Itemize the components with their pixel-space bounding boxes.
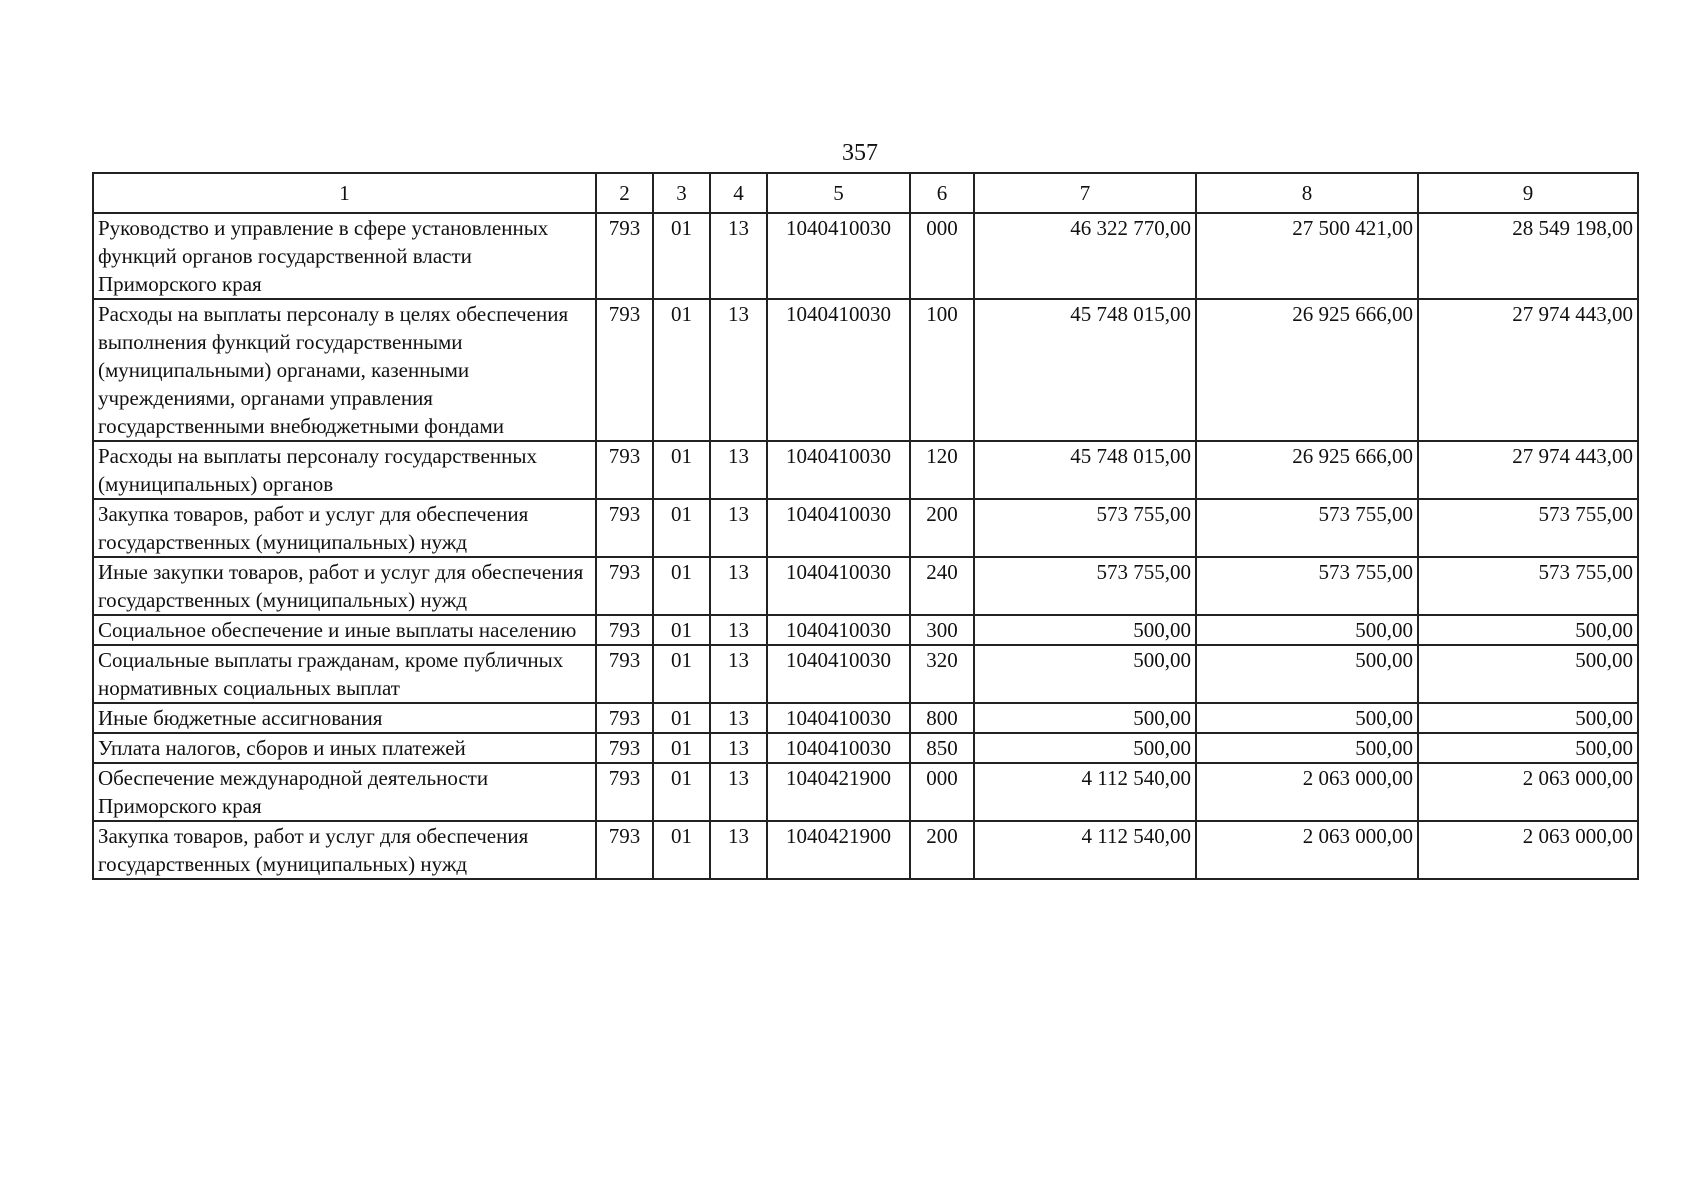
row-name: Закупка товаров, работ и услуг для обеспечения государственных (муниципальных) нужд bbox=[93, 499, 596, 557]
table-row bbox=[93, 821, 1638, 879]
section-code: 01 bbox=[653, 703, 710, 733]
amount-col-8: 500,00 bbox=[1196, 733, 1418, 763]
amount-col-8: 2 063 000,00 bbox=[1196, 763, 1418, 821]
amount-col-8: 500,00 bbox=[1196, 645, 1418, 703]
target-article-code: 1040410030 bbox=[767, 645, 910, 703]
table-row bbox=[93, 557, 1638, 615]
row-name: Расходы на выплаты персоналу государственных (муниципальных) органов bbox=[93, 441, 596, 499]
target-article-code: 1040410030 bbox=[767, 499, 910, 557]
row-name: Закупка товаров, работ и услуг для обеспечения государственных (муниципальных) нужд bbox=[93, 821, 596, 879]
amount-col-8: 26 925 666,00 bbox=[1196, 299, 1418, 441]
amount-col-8: 26 925 666,00 bbox=[1196, 441, 1418, 499]
amount-col-7: 45 748 015,00 bbox=[974, 299, 1196, 441]
target-article-code: 1040410030 bbox=[767, 615, 910, 645]
amount-col-7: 46 322 770,00 bbox=[974, 213, 1196, 299]
subsection-code: 13 bbox=[710, 499, 767, 557]
expense-type-code: 200 bbox=[910, 821, 974, 879]
section-code: 01 bbox=[653, 763, 710, 821]
amount-col-7: 500,00 bbox=[974, 645, 1196, 703]
table-row bbox=[93, 213, 1638, 299]
ministry-code: 793 bbox=[596, 213, 653, 299]
amount-col-7: 573 755,00 bbox=[974, 499, 1196, 557]
ministry-code: 793 bbox=[596, 645, 653, 703]
row-name: Руководство и управление в сфере установленных функций органов государственной власти Приморского края bbox=[93, 213, 596, 299]
amount-col-8: 573 755,00 bbox=[1196, 499, 1418, 557]
column-header: 2 bbox=[596, 173, 653, 213]
amount-col-8: 573 755,00 bbox=[1196, 557, 1418, 615]
expense-type-code: 320 bbox=[910, 645, 974, 703]
amount-col-9: 27 974 443,00 bbox=[1418, 441, 1638, 499]
table-row bbox=[93, 703, 1638, 733]
subsection-code: 13 bbox=[710, 821, 767, 879]
table-row bbox=[93, 645, 1638, 703]
row-name: Социальные выплаты гражданам, кроме публичных нормативных социальных выплат bbox=[93, 645, 596, 703]
target-article-code: 1040410030 bbox=[767, 557, 910, 615]
section-code: 01 bbox=[653, 441, 710, 499]
amount-col-7: 500,00 bbox=[974, 615, 1196, 645]
row-name: Уплата налогов, сборов и иных платежей bbox=[93, 733, 596, 763]
amount-col-9: 500,00 bbox=[1418, 645, 1638, 703]
ministry-code: 793 bbox=[596, 703, 653, 733]
budget-table bbox=[92, 172, 1639, 880]
ministry-code: 793 bbox=[596, 441, 653, 499]
subsection-code: 13 bbox=[710, 703, 767, 733]
ministry-code: 793 bbox=[596, 763, 653, 821]
ministry-code: 793 bbox=[596, 821, 653, 879]
page-number: 357 bbox=[842, 140, 878, 166]
amount-col-8: 27 500 421,00 bbox=[1196, 213, 1418, 299]
target-article-code: 1040421900 bbox=[767, 763, 910, 821]
section-code: 01 bbox=[653, 615, 710, 645]
table-row bbox=[93, 763, 1638, 821]
target-article-code: 1040421900 bbox=[767, 821, 910, 879]
amount-col-8: 500,00 bbox=[1196, 615, 1418, 645]
expense-type-code: 300 bbox=[910, 615, 974, 645]
column-header: 7 bbox=[974, 173, 1196, 213]
subsection-code: 13 bbox=[710, 645, 767, 703]
amount-col-8: 2 063 000,00 bbox=[1196, 821, 1418, 879]
section-code: 01 bbox=[653, 733, 710, 763]
section-code: 01 bbox=[653, 299, 710, 441]
table-row bbox=[93, 733, 1638, 763]
section-code: 01 bbox=[653, 213, 710, 299]
amount-col-7: 4 112 540,00 bbox=[974, 763, 1196, 821]
ministry-code: 793 bbox=[596, 615, 653, 645]
target-article-code: 1040410030 bbox=[767, 733, 910, 763]
expense-type-code: 100 bbox=[910, 299, 974, 441]
amount-col-8: 500,00 bbox=[1196, 703, 1418, 733]
amount-col-7: 573 755,00 bbox=[974, 557, 1196, 615]
expense-type-code: 000 bbox=[910, 763, 974, 821]
amount-col-9: 28 549 198,00 bbox=[1418, 213, 1638, 299]
target-article-code: 1040410030 bbox=[767, 703, 910, 733]
expense-type-code: 800 bbox=[910, 703, 974, 733]
subsection-code: 13 bbox=[710, 213, 767, 299]
amount-col-7: 500,00 bbox=[974, 733, 1196, 763]
column-header: 6 bbox=[910, 173, 974, 213]
section-code: 01 bbox=[653, 557, 710, 615]
section-code: 01 bbox=[653, 499, 710, 557]
column-header: 9 bbox=[1418, 173, 1638, 213]
column-header: 5 bbox=[767, 173, 910, 213]
amount-col-7: 45 748 015,00 bbox=[974, 441, 1196, 499]
target-article-code: 1040410030 bbox=[767, 299, 910, 441]
expense-type-code: 120 bbox=[910, 441, 974, 499]
amount-col-9: 2 063 000,00 bbox=[1418, 763, 1638, 821]
subsection-code: 13 bbox=[710, 615, 767, 645]
expense-type-code: 000 bbox=[910, 213, 974, 299]
amount-col-9: 500,00 bbox=[1418, 733, 1638, 763]
table-row bbox=[93, 299, 1638, 441]
ministry-code: 793 bbox=[596, 557, 653, 615]
target-article-code: 1040410030 bbox=[767, 441, 910, 499]
expense-type-code: 850 bbox=[910, 733, 974, 763]
subsection-code: 13 bbox=[710, 733, 767, 763]
table-row bbox=[93, 499, 1638, 557]
row-name: Социальное обеспечение и иные выплаты населению bbox=[93, 615, 596, 645]
amount-col-9: 500,00 bbox=[1418, 615, 1638, 645]
expense-type-code: 240 bbox=[910, 557, 974, 615]
amount-col-9: 500,00 bbox=[1418, 703, 1638, 733]
target-article-code: 1040410030 bbox=[767, 213, 910, 299]
section-code: 01 bbox=[653, 821, 710, 879]
ministry-code: 793 bbox=[596, 499, 653, 557]
amount-col-9: 573 755,00 bbox=[1418, 499, 1638, 557]
subsection-code: 13 bbox=[710, 557, 767, 615]
column-header: 3 bbox=[653, 173, 710, 213]
expense-type-code: 200 bbox=[910, 499, 974, 557]
row-name: Иные бюджетные ассигнования bbox=[93, 703, 596, 733]
amount-col-7: 500,00 bbox=[974, 703, 1196, 733]
row-name: Обеспечение международной деятельности Приморского края bbox=[93, 763, 596, 821]
column-header: 1 bbox=[93, 173, 596, 213]
table-row bbox=[93, 615, 1638, 645]
amount-col-9: 27 974 443,00 bbox=[1418, 299, 1638, 441]
amount-col-9: 2 063 000,00 bbox=[1418, 821, 1638, 879]
table-row bbox=[93, 441, 1638, 499]
row-name: Расходы на выплаты персоналу в целях обеспечения выполнения функций государственными (муниципальными) органами, казенными учреждениями, органами управления государственными внебюджетными фондами bbox=[93, 299, 596, 441]
header-row bbox=[93, 173, 1638, 213]
ministry-code: 793 bbox=[596, 299, 653, 441]
column-header: 4 bbox=[710, 173, 767, 213]
subsection-code: 13 bbox=[710, 763, 767, 821]
amount-col-9: 573 755,00 bbox=[1418, 557, 1638, 615]
section-code: 01 bbox=[653, 645, 710, 703]
row-name: Иные закупки товаров, работ и услуг для обеспечения государственных (муниципальных) нужд bbox=[93, 557, 596, 615]
amount-col-7: 4 112 540,00 bbox=[974, 821, 1196, 879]
ministry-code: 793 bbox=[596, 733, 653, 763]
column-header: 8 bbox=[1196, 173, 1418, 213]
subsection-code: 13 bbox=[710, 441, 767, 499]
subsection-code: 13 bbox=[710, 299, 767, 441]
